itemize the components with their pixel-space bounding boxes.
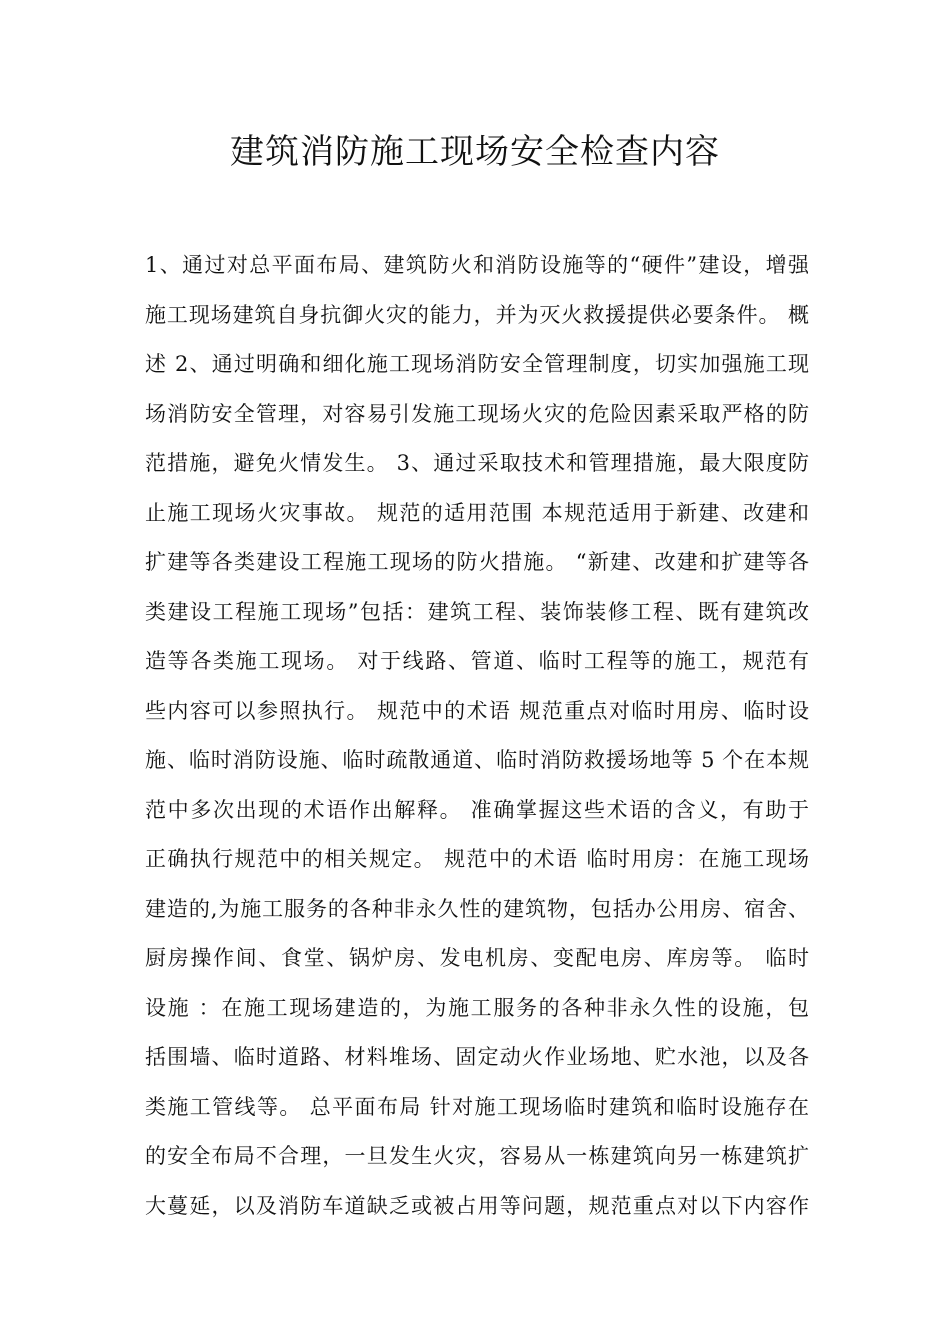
body-line: 止施工现场火灾事故。 规范的适用范围 本规范适用于新建、改建和 [145, 500, 809, 525]
body-line: 场消防安全管理，对容易引发施工现场火灾的危险因素采取严格的防 [145, 401, 809, 426]
body-line: 的安全布局不合理，一旦发生火灾，容易从一栋建筑向另一栋建筑扩 [145, 1144, 809, 1168]
body-line: 施、临时消防设施、临时疏散通道、临时消防救援场地等 5 个在本规 [145, 748, 809, 772]
body-line: 施工现场建筑自身抗御火灾的能力，并为灭火救援提供必要条件。 概 [145, 302, 809, 327]
body-line: 些内容可以参照执行。 规范中的术语 规范重点对临时用房、临时设 [145, 698, 809, 723]
document-title: 建筑消防施工现场安全检查内容 [230, 132, 720, 172]
body-line: 建造的,为施工服务的各种非永久性的建筑物，包括办公用房、宿舍、 [145, 896, 809, 921]
body-line: 括围墙、临时道路、材料堆场、固定动火作业场地、贮水池，以及各 [145, 1045, 809, 1069]
body-line: 扩建等各类建设工程施工现场的防火措施。 “新建、改建和扩建等各 [145, 550, 809, 574]
body-line: 类建设工程施工现场”包括：建筑工程、装饰装修工程、既有建筑改 [145, 599, 809, 624]
body-line: 设施 ：在施工现场建造的，为施工服务的各种非永久性的设施，包 [145, 995, 809, 1020]
body-line: 正确执行规范中的相关规定。 规范中的术语 临时用房：在施工现场 [145, 847, 809, 871]
body-line: 范中多次出现的术语作出解释。 准确掌握这些术语的含义，有助于 [145, 797, 809, 822]
body-line: 1、通过对总平面布局、建筑防火和消防设施等的“硬件”建设，增强 [145, 253, 809, 277]
body-line: 厨房操作间、食堂、锅炉房、发电机房、变配电房、库房等。 临时 [145, 946, 809, 970]
body-line: 大蔓延，以及消防车道缺乏或被占用等问题，规范重点对以下内容作 [145, 1193, 809, 1218]
body-line: 述 2、通过明确和细化施工现场消防安全管理制度，切实加强施工现 [145, 352, 809, 376]
body-line: 造等各类施工现场。 对于线路、管道、临时工程等的施工，规范有 [145, 649, 809, 673]
document-body [145, 241, 809, 1231]
body-line: 范措施，避免火情发生。 3、通过采取技术和管理措施，最大限度防 [145, 451, 809, 475]
body-line: 类施工管线等。 总平面布局 针对施工现场临时建筑和临时设施存在 [145, 1094, 809, 1119]
